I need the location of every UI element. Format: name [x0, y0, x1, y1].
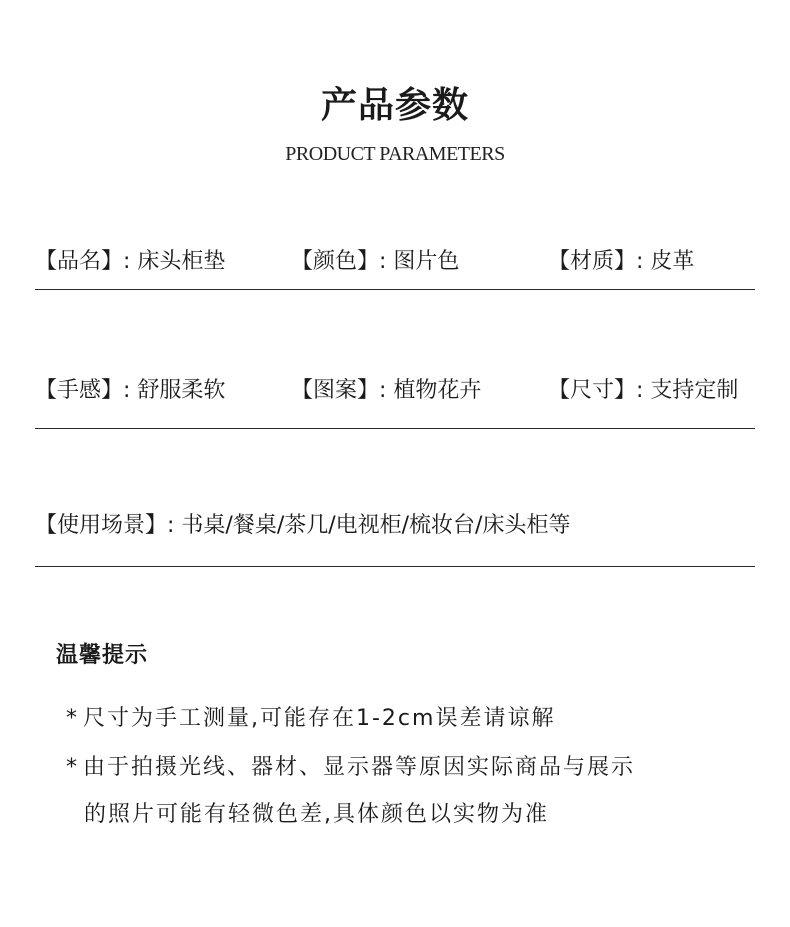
param-row-2 [35, 371, 755, 411]
param-color: 【颜色】: 图片色 [291, 249, 460, 274]
param-pattern: 【图案】: 植物花卉 [291, 378, 482, 403]
tip-item-2-continuation: 的照片可能有轻微色差,具体颜色以实物为准 [84, 802, 549, 827]
param-feel: 【手感】: 舒服柔软 [35, 378, 226, 403]
tip-item-2 [66, 750, 635, 786]
param-usage: 【使用场景】: 书桌/餐桌/茶几/电视柜/梳妆台/床头柜等 [35, 513, 571, 538]
param-size: 【尺寸】: 支持定制 [548, 378, 739, 403]
tip-item-1 [66, 701, 555, 737]
tip-marker: * [66, 706, 79, 731]
param-name: 【品名】: 床头柜垫 [35, 249, 226, 274]
tip-text: 由于拍摄光线、器材、显示器等原因实际商品与展示 [83, 755, 636, 780]
param-material: 【材质】: 皮革 [548, 249, 695, 274]
tip-text: 尺寸为手工测量,可能存在1-2cm误差请谅解 [83, 706, 556, 731]
tip-marker: * [66, 755, 79, 780]
param-row-3 [35, 506, 755, 546]
tips-title: 温馨提示 [56, 643, 149, 668]
page-title: 产品参数 [320, 85, 469, 126]
divider-2 [35, 428, 755, 429]
param-row-1 [35, 242, 755, 282]
divider-1 [35, 289, 755, 290]
page-subtitle: PRODUCT PARAMETERS [285, 143, 505, 165]
divider-3 [35, 566, 755, 567]
